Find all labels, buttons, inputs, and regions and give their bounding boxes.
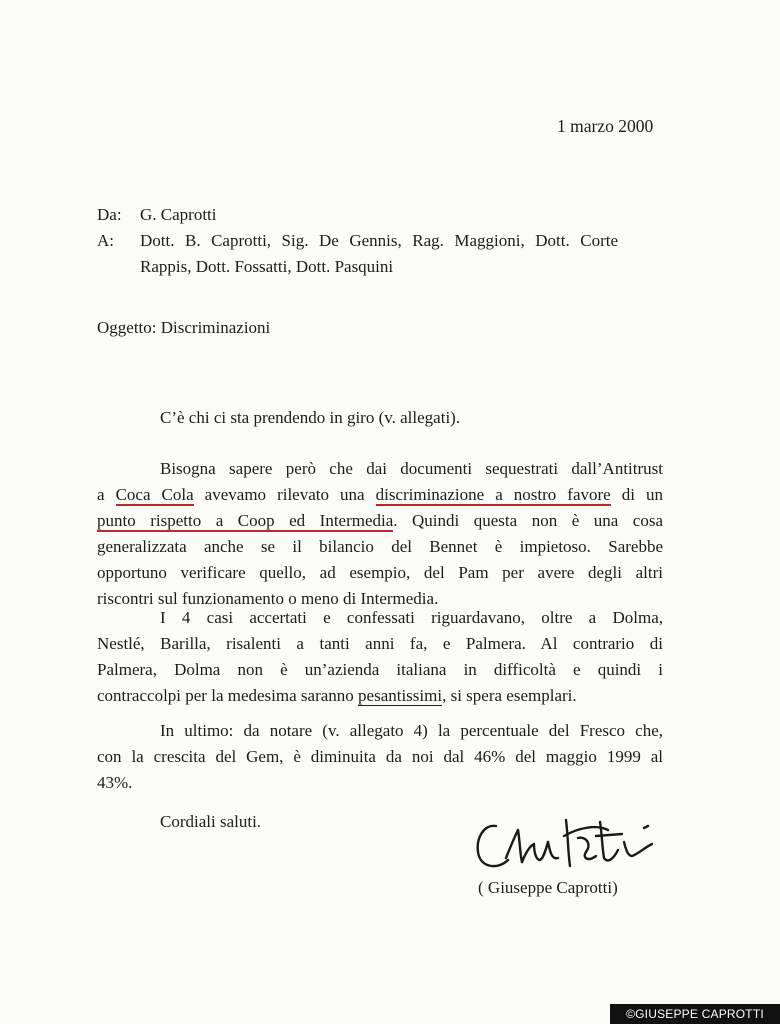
underlined-discriminazione: discriminazione a nostro favore (375, 485, 611, 504)
paragraph-3-line-1: I 4 casi accertati e confessati riguardavano, oltre a Dolma, (160, 608, 663, 627)
paragraph-2-line-3: punto rispetto a Coop ed Intermedia. Quindi questa non è una cosa (97, 511, 663, 530)
underlined-pesantissimi: pesantissimi (358, 686, 443, 705)
from-value: G. Caprotti (140, 205, 217, 224)
paragraph-1 (97, 405, 663, 431)
paragraph-2-line-1: Bisogna sapere però che dai documenti sequestrati dall’Antitrust (160, 459, 663, 478)
paragraph-3 (97, 605, 663, 709)
paragraph-4 (97, 718, 663, 796)
handwritten-signature (468, 808, 678, 878)
paragraph-3-line-4: contraccolpi per la medesima saranno pesantissimi, si spera esemplari. (97, 686, 577, 705)
paragraph-3-line-3: Palmera, Dolma non è un’azienda italiana in difficoltà e quindi i (97, 660, 663, 679)
paragraph-2 (97, 456, 663, 612)
signature-name: ( Giuseppe Caprotti) (478, 878, 618, 897)
paragraph-2-line-4: generalizzata anche se il bilancio del Bennet è impietoso. Sarebbe (97, 537, 663, 556)
to-label: A: (97, 231, 114, 250)
to-recipients-line2: Rappis, Dott. Fossatti, Dott. Pasquini (140, 257, 394, 276)
paragraph-2-line-2: a Coca Cola avevamo rilevato una discriminazione a nostro favore di un (97, 485, 663, 504)
subject-line: Oggetto: Discriminazioni (97, 318, 271, 337)
closing-salutation: Cordiali saluti. (160, 812, 262, 831)
paragraph-2-line-6: riscontri sul funzionamento o meno di Intermedia. (97, 589, 439, 608)
paragraph-3-line-2: Nestlé, Barilla, risalenti a tanti anni fa, e Palmera. Al contrario di (97, 634, 663, 653)
letter-date: 1 marzo 2000 (557, 116, 654, 136)
paragraph-4-line-3: 43%. (97, 773, 133, 792)
paragraph-4-line-1: In ultimo: da notare (v. allegato 4) la percentuale del Fresco che, (160, 721, 663, 740)
paragraph-4-line-2: con la crescita del Gem, è diminuita da noi dal 46% del maggio 1999 al (97, 747, 663, 766)
paragraph-1-line: C’è chi ci sta prendendo in giro (v. allegati). (160, 408, 461, 427)
underlined-coca-cola: Coca Cola (115, 485, 194, 504)
underlined-punto-rispetto: punto rispetto a Coop ed Intermedia (97, 511, 394, 530)
from-label: Da: (97, 205, 122, 224)
copyright-watermark: ©GIUSEPPE CAPROTTI (610, 1004, 780, 1024)
to-recipients-line1: Dott. B. Caprotti, Sig. De Gennis, Rag. Maggioni, Dott. Corte (140, 231, 618, 250)
paragraph-2-line-5: opportuno verificare quello, ad esempio, del Pam per avere degli altri (97, 563, 663, 582)
